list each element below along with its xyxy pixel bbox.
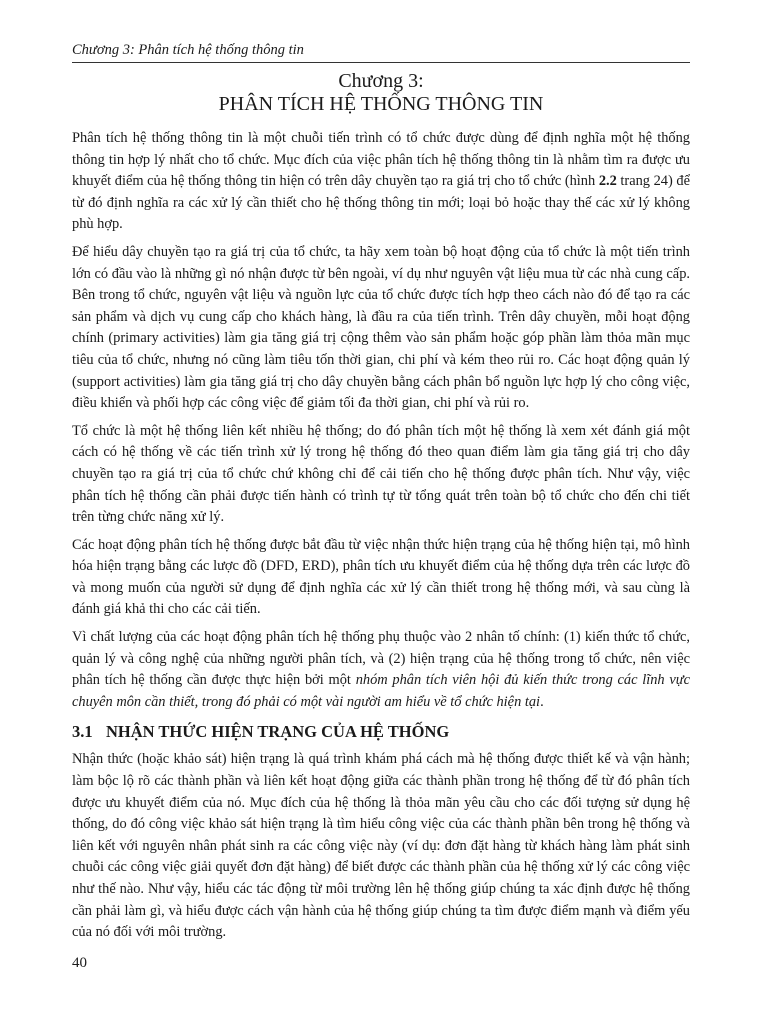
- paragraph-intro-part-b: trang 24) để từ đó định nghĩa ra các xử lý cần thiết cho hệ thống thông tin mới; loại bỏ hoặc thay thế các xử lý không phù hợp.: [72, 173, 690, 233]
- paragraph-quality-emphasis: nhóm phân tích viên hội đủ kiến thức trong các lĩnh vực chuyên môn cần thiết, trong đó phải có một vài người am hiểu về tổ chức hiện tại: [72, 672, 690, 710]
- body-text: [72, 128, 690, 944]
- paragraph-activities: Các hoạt động phân tích hệ thống được bắt đầu từ việc nhận thức hiện trạng của hệ thống hiện tại, mô hình hóa hiện trạng bằng các lược đồ (DFD, ERD), phân tích ưu khuyết điểm của hệ thống dựa trên các lược đồ và mong muốn của người sử dụng để định nghĩa các xử lý cần thiết trong hệ thống mới, và sau cùng là đánh giá khả thi cho các cải tiến.: [72, 536, 690, 618]
- paragraph-value-chain: Để hiểu dây chuyền tạo ra giá trị của tổ chức, ta hãy xem toàn bộ hoạt động của tổ chức là một tiến trình lớn có đầu vào là những gì nó nhận được từ bên ngoài, ví dụ như nguyên vật liệu mua từ các nhà cung cấp. Bên trong tổ chức, nguyên vật liệu và nguồn lực của tổ chức được tích hợp theo cách nào đó để tạo ra các sản phẩm và dịch vụ cung cấp cho khách hàng, là đầu ra của tiến trình. Trên dây chuyền, mỗi hoạt động chính (primary activities) làm gia tăng giá trị cộng thêm vào sản phẩm hoặc góp phần làm thỏa mãn mục tiêu của tổ chức, nhưng nó cũng làm tiêu tốn thời gian, chi phí và kém theo rủi ro. Các hoạt động quản lý (support activities) làm gia tăng giá trị cho dây chuyền bằng cách phân bổ nguồn lực hợp lý cho công việc, điều khiển và phối hợp các công việc để giảm tối đa thời gian, chi phí và rủi ro.: [72, 243, 690, 412]
- paragraph-intro-part-a: Phân tích hệ thống thông tin là một chuỗi tiến trình có tổ chức được dùng để định nghĩa một hệ thống thông tin hợp lý nhất cho tổ chức. Mục đích của việc phân tích hệ thống thông tin là nhằm tìm ra được ưu khuyết điểm của hệ thống thông tin hiện có trên dây chuyền tạo ra giá trị cho tổ chức (hình: [72, 130, 690, 190]
- section-title: NHẬN THỨC HIỆN TRẠNG CỦA HỆ THỐNG: [106, 722, 450, 742]
- paragraph-quality: [72, 627, 690, 713]
- figure-reference: 2.2: [598, 173, 617, 190]
- running-header: Chương 3: Phân tích hệ thống thông tin: [72, 42, 690, 63]
- chapter-title: [72, 70, 690, 116]
- paragraph-intro: [72, 128, 690, 236]
- chapter-name: PHÂN TÍCH HỆ THỐNG THÔNG TIN: [218, 93, 544, 115]
- chapter-number: Chương 3:: [338, 70, 424, 92]
- section-number: 3.1: [72, 722, 93, 742]
- section-heading: [72, 721, 690, 743]
- page-number: 40: [72, 955, 87, 971]
- paragraph-quality-part-a: Vì chất lượng của các hoạt động phân tích hệ thống phụ thuộc vào 2 nhân tố chính: (1) kiến thức tổ chức, quản lý và công nghệ của những người phân tích, và (2) hiện trạng của hệ thống trong tổ chức, nên việc phân tích hệ thống cần được thực hiện bởi một: [72, 629, 690, 689]
- paragraph-section-intro: Nhận thức (hoặc khảo sát) hiện trạng là quá trình khám phá cách mà hệ thống được thiết kế và vận hành; làm bộc lộ rõ các thành phần và liên kết hoạt động giữa các thành phần trong hệ thống để từ đó phân tích được ưu khuyết điểm của nó. Mục đích của hệ thống là thỏa mãn yêu cầu cho các đối tượng sử dụng hệ thống, do đó công việc khảo sát hiện trạng là tìm hiểu công việc của các thành phần bên trong hệ thống và liên kết với nguyên nhân phát sinh ra các công việc này (ví dụ: đơn đặt hàng từ khách hàng làm phát sinh chuỗi các công việc giải quyết đơn đặt hàng) để biết được các thành phần của hệ thống xử lý các công việc như thế nào. Như vậy, hiểu các tác động từ môi trường lên hệ thống giúp chúng ta xác định được hệ thống cần phải làm gì, và hiểu được cách vận hành của hệ thống giúp chúng ta tìm được điểm mạnh và điểm yếu của nó đối với môi trường.: [72, 751, 690, 941]
- paragraph-quality-part-b: .: [540, 693, 544, 710]
- paragraph-system-analysis: Tổ chức là một hệ thống liên kết nhiều hệ thống; do đó phân tích một hệ thống là xem xét đánh giá một cách có hệ thống về các tiến trình xử lý trong hệ thống đó theo quan điểm làm gia tăng giá trị cho dây chuyền tạo ra giá trị của tổ chức chứ không chỉ để cải tiến cho hệ thống được phân tích. Như vậy, việc phân tích hệ thống cần phải được tiến hành có trình tự từ tổng quát trên toàn bộ tổ chức cho đến chi tiết trên từng chức năng xử lý.: [72, 422, 690, 526]
